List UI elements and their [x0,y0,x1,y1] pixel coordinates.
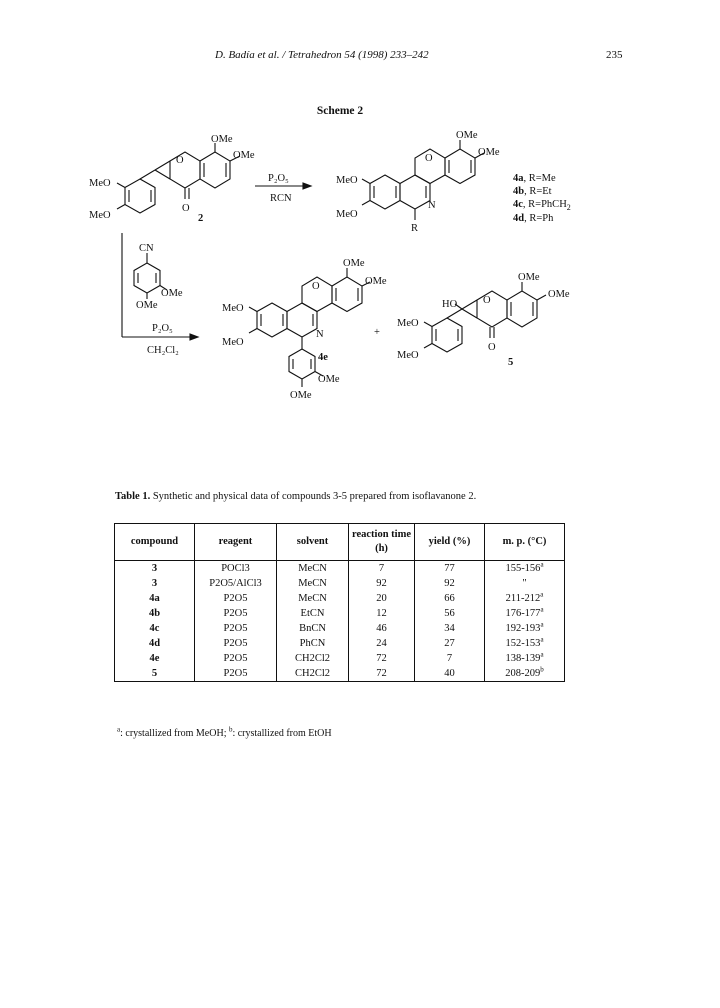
table-1-wrapper [114,523,565,682]
cell-solvent: MeCN [277,576,349,591]
mp-value: 138-139 [505,653,541,664]
product-legend [513,173,571,224]
bond [362,201,370,206]
bond [249,307,257,312]
mp-value: 211-212 [505,593,541,604]
reaction-arrow-bottom [122,233,198,356]
mp-value: " [522,578,527,589]
label-meo-upper: MeO [222,303,244,314]
table-row [115,591,565,606]
legend-4c: 4c, R=PhCH$_2$ [513,199,571,212]
structure-product-4e [222,258,387,401]
label-ome-right: OMe [365,276,387,287]
label-ome-top: OMe [518,272,540,283]
cell-mp [485,561,565,577]
label-ome-right: OMe [233,150,255,161]
header-reaction-time: reaction time (h) [349,524,415,561]
table-caption-label: Table 1. [115,491,151,502]
cell-time: 72 [349,666,415,682]
footnote-text-a: : crystallized from MeOH; [120,728,229,739]
structure-product-5 [397,272,570,368]
label-carbonyl-o: O [488,342,496,353]
ring-pyranone [170,152,200,188]
cell-compound: 5 [115,666,195,682]
cell-solvent: PhCN [277,636,349,651]
label-ome-a: OMe [161,288,183,299]
cell-reagent: P2O5 [195,666,277,682]
header-mp: m. p. (°C) [485,524,565,561]
cell-mp [485,591,565,606]
label-ome-right: OMe [548,289,570,300]
cell-solvent: CH2Cl2 [277,666,349,682]
cell-yield: 40 [415,666,485,682]
cell-yield: 34 [415,621,485,636]
label-meo-lower: MeO [222,337,244,348]
arrow-head [190,334,198,340]
cell-compound: 4b [115,606,195,621]
cell-time: 46 [349,621,415,636]
cell-compound: 3 [115,576,195,591]
running-head [0,49,720,65]
legend-4a: 4a, R=Me [513,173,556,184]
cell-reagent: POCl3 [195,561,277,577]
footnote-mark-a: a [117,725,121,734]
table-1 [114,523,565,682]
label-cn: CN [139,243,154,254]
cell-yield: 27 [415,636,485,651]
label-carbonyl-o: O [182,203,190,214]
cell-mp [485,606,565,621]
reagent-below: RCN [270,193,292,204]
cell-compound: 4e [115,651,195,666]
bond [155,161,170,170]
label-aryl-ome-a: OMe [318,374,340,385]
cell-time: 24 [349,636,415,651]
mp-value: 176-177 [505,608,541,619]
mp-footnote-mark: a [540,650,544,659]
structure-product-4 [336,130,500,234]
label-meo-lower: MeO [89,210,111,221]
cell-compound: 4a [115,591,195,606]
bond [424,344,432,349]
ring-pyranone [477,291,507,327]
header-reagent: reagent [195,524,277,561]
reagent-above: P₂O₅ [152,323,173,334]
cell-mp [485,576,565,591]
label-ome-b: OMe [136,300,158,311]
table-body [115,561,565,682]
table-row [115,636,565,651]
label-meo-upper: MeO [89,178,111,189]
mp-footnote-mark: b [540,665,544,674]
bond [117,183,125,188]
cell-reagent: P2O5 [195,606,277,621]
journal-citation: D. Badía et al. / Tetrahedron 54 (1998) 233–242 [215,49,429,61]
cell-reagent: P2O5/AlCl3 [195,576,277,591]
cell-solvent: MeCN [277,561,349,577]
cell-compound: 4c [115,621,195,636]
cell-yield: 66 [415,591,485,606]
table-row [115,576,565,591]
label-ome-right: OMe [478,147,500,158]
label-n: N [316,329,324,340]
reagent-below: CH₂Cl₂ [147,345,179,356]
cell-solvent: MeCN [277,591,349,606]
cell-time: 72 [349,651,415,666]
label-ring-o: O [483,295,491,306]
legend-4b: 4b, R=Et [513,186,552,197]
table-footnote [117,725,332,739]
bond [447,309,462,318]
footnote-mark-b: b [228,725,233,734]
mp-footnote-mark: a [540,590,544,599]
header-compound: compound [115,524,195,561]
compound-number-2: 2 [198,213,204,224]
bond [537,295,546,300]
table-row [115,606,565,621]
plus-sign: + [374,327,380,338]
cell-time: 92 [349,576,415,591]
table-caption [115,491,675,502]
cell-compound: 3 [115,561,195,577]
label-ome-top: OMe [456,130,478,141]
table-row [115,651,565,666]
reaction-arrow-top [255,173,311,204]
table-row [115,621,565,636]
cell-reagent: P2O5 [195,636,277,651]
label-ring-o: O [425,153,433,164]
compound-number-4e: 4e [318,352,328,363]
table-row [115,666,565,682]
cell-solvent: BnCN [277,621,349,636]
mp-footnote-mark: a [540,635,544,644]
structure-dimethoxybenzonitrile [134,243,183,311]
mp-footnote-mark: a [540,620,544,629]
header-yield: yield (%) [415,524,485,561]
header-solvent: solvent [277,524,349,561]
label-ring-o: O [176,155,184,166]
page-number: 235 [606,49,623,61]
table-caption-text: Synthetic and physical data of compounds 3-5 prepared from isoflavanone 2. [150,491,477,502]
cell-time: 12 [349,606,415,621]
label-ring-o: O [312,281,320,292]
mp-value: 152-153 [505,638,541,649]
table-header-row [115,524,565,561]
cell-time: 7 [349,561,415,577]
label-meo-lower: MeO [336,209,358,220]
label-ome-top: OMe [343,258,365,269]
reagent-above: P₂O₅ [268,173,289,184]
cell-mp [485,636,565,651]
cell-yield: 7 [415,651,485,666]
cell-mp [485,651,565,666]
legend-4d: 4d, R=Ph [513,213,554,224]
label-meo-lower: MeO [397,350,419,361]
label-meo-upper: MeO [397,318,419,329]
bond [462,309,477,318]
reaction-scheme [0,125,720,440]
mp-footnote-mark: a [540,605,544,614]
bond [362,179,370,184]
cell-reagent: P2O5 [195,651,277,666]
label-meo-upper: MeO [336,175,358,186]
compound-number-5: 5 [508,357,514,368]
bond [117,205,125,210]
bond [140,170,155,179]
cell-yield: 56 [415,606,485,621]
table-row [115,561,565,577]
scheme-title: Scheme 2 [316,105,364,117]
cell-yield: 77 [415,561,485,577]
cell-time: 20 [349,591,415,606]
cell-compound: 4d [115,636,195,651]
structure-isoflavanone-2 [89,134,255,224]
cell-yield: 92 [415,576,485,591]
cell-reagent: P2O5 [195,591,277,606]
label-r: R [411,223,419,234]
bond [424,322,432,327]
footnote-text-b: : crystallized from EtOH [232,728,332,739]
mp-value: 192-193 [505,623,541,634]
label-n: N [428,200,436,211]
mp-footnote-mark: a [540,560,544,569]
cell-solvent: EtCN [277,606,349,621]
cell-reagent: P2O5 [195,621,277,636]
cell-mp [485,666,565,682]
cell-mp [485,621,565,636]
mp-value: 208-209 [505,668,541,679]
label-aryl-ome-b: OMe [290,390,312,401]
bond [155,170,170,179]
mp-value: 155-156 [505,563,541,574]
label-ho: HO [442,299,458,310]
bond [462,300,477,309]
bond [249,329,257,334]
arrow-head [303,183,311,189]
cell-solvent: CH2Cl2 [277,651,349,666]
label-ome-top: OMe [211,134,233,145]
